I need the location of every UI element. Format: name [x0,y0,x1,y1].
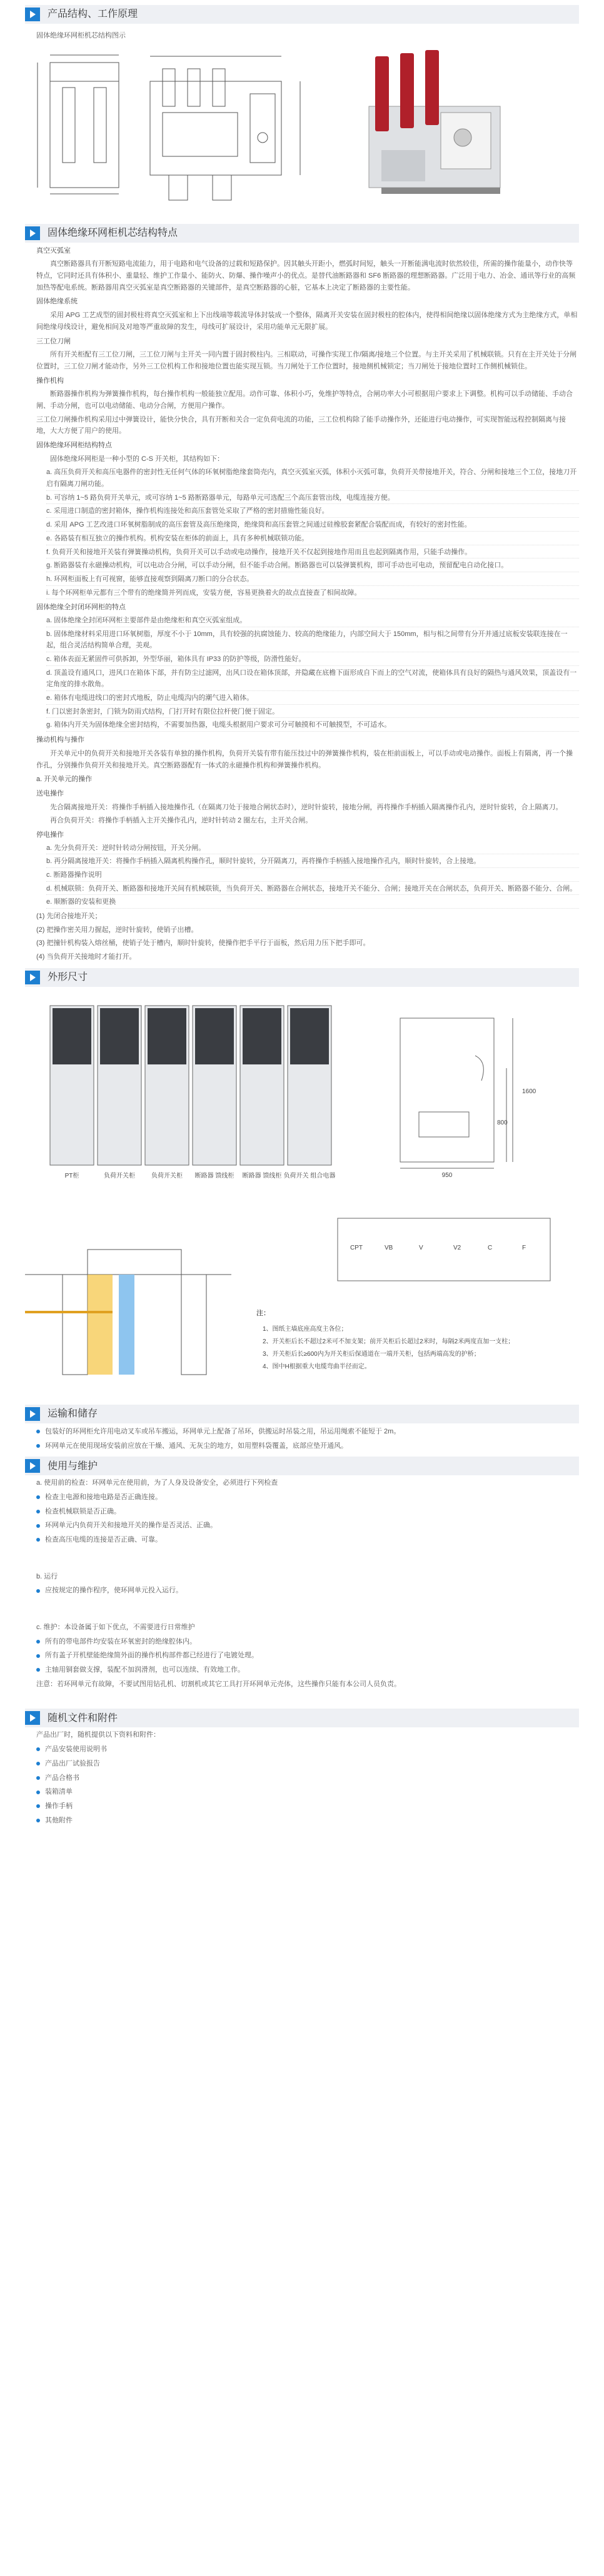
list-item [36,1772,579,1784]
list-item: a. 高压负荷开关和高压电器件的密封性无任何气体的环氧树脂绝缘套筒壳内，真空灭弧室灭弧，体积小灭弧可靠，负荷开关带接地开关，符合、分闸和接地三个工位，接地刀开启有隔离刀闸功能。 [46,467,579,490]
list-item-text: 其他附件 [45,1816,73,1824]
list-item [36,1650,579,1662]
cabinet-label: 断路器 馈线柜 [194,1172,234,1179]
panel-tag: C [488,1244,493,1251]
cabinet-label: 负荷开关柜 [104,1172,135,1179]
control-panel [148,1008,186,1064]
bullet-icon [36,1589,40,1593]
section-marker-icon [25,971,40,984]
check-title: a. 使用前的检查：环网单元在使用前，为了人身及设备安全，必须进行下列检查 [36,1479,278,1487]
foundation-figure [25,1212,579,1400]
bullet-icon [36,1791,40,1794]
list-item-text: 检查机械联锁是否正确。 [45,1507,121,1515]
list-item-text: 检查高压电缆的连接是否正确、可靠。 [45,1535,162,1543]
list-item-text: 主轴用铜套做支撑，装配不加润滑剂，也可以连续、有效地工作。 [45,1666,244,1674]
structure-intro: 固体绝缘环网柜机芯结构图示 [36,32,126,39]
cabinet-items [25,467,579,599]
full-sealed-title: 固体绝缘全封闭环网柜的特点 [36,604,126,612]
list-item [36,1636,579,1648]
section-title: 外形尺寸 [48,972,88,983]
list-item-text: 包装好的环网柜允许用电动叉车或吊车搬运，环网单元上配备了吊环，供搬运时吊装之用，吊运用绳索不能短于 2m。 [45,1427,401,1435]
list-item: g. 箱体内开关为固体绝缘全密封结构，不需要加热器，电缆头根据用户要求可分可触摸和不可触摸型，不可适水。 [46,719,579,732]
maintenance-note: 注意：若环网单元有故障，不要试图用钻孔机、切割机或其它工具打开环网单元壳体，这些操作只能有本公司人员负责。 [36,1680,401,1688]
run-title: b. 运行 [36,1572,58,1580]
note-line: 3、开关柜后长≥600内为开关柜后保通道在一端开关柜，包括两端高发的护桥； [263,1350,480,1358]
list-item-text: 操作手柄 [45,1802,73,1810]
section-marker-icon [25,8,40,21]
list-item [36,1744,579,1755]
list-item: e. 顺断器的安装和更换 [46,896,579,909]
list-item: d. 机械联锁：负荷开关、断路器和接地开关间有机械联锁，当负荷开关、断路器在合闸状态，接地开关不能分、合闸；接地开关在合闸状态，负荷开关、断路器不能分、合闸。 [46,883,579,896]
section-title: 使用与维护 [48,1460,98,1472]
list-item [36,1758,579,1770]
list-item-text: 所有盖子开机壁能绝缘简外面的操作机构部件都已经进行了电镀处理。 [45,1652,258,1660]
list-item: e. 各路装有相互独立的操作机构。机构安装在柜体的前面上，具有多种机械联锁功能。 [46,533,579,545]
interlock-text: 开关单元中的负荷开关和接地开关各装有单独的操作机构，负荷开关装有带有能压技过中的弹簧操作机构，装在柜前面板上，可以手动或电动操作。面板上有隔离，再一个操作孔，分别操作负荷开关和接地开关。真空断路器配有一体式的永磁操作机构和弹簧操作机构。 [36,749,573,769]
list-item: c. 箱体表面无紧固件可供拆卸，外型华丽，箱体具有 IP33 的防护等级，防滑性能好。 [46,654,579,666]
list-item-text: 环网单元在使用现场安装前应放在干燥、通风、无灰尘的地方，如用塑料袋覆盖，底部应垫开通风。 [45,1442,348,1450]
list-item [36,1664,579,1676]
bullet-icon [36,1747,40,1751]
list-item [36,1440,579,1452]
note-line: 4、图中H根据重大电缆弯曲半径而定。 [263,1363,371,1370]
insulation-title: 固体绝缘系统 [36,298,78,306]
list-item [36,1534,579,1546]
list-item-text: 产品安装使用说明书 [45,1745,107,1754]
list-item [36,1520,579,1532]
list-item [36,1801,579,1812]
control-panel [53,1008,91,1064]
list-item: c. 断路器操作说明 [46,869,579,882]
section-title: 固体绝缘环网柜机芯结构特点 [48,228,178,239]
feed-text: 先合隔离接地开关：将操作手柄插入接地操作孔（在隔离刀处于接地合闸状态时），逆时针旋转，接地分闸，再将操作手柄插入隔离操作孔内，逆时针旋转，合上隔离刀。 [50,803,563,811]
list-item-text: 所有的带电部件均安装在环氧密封的绝缘腔体内。 [45,1637,196,1645]
bullet-icon [36,1668,40,1672]
step: (3) 把撞针机构装入熔丝桶，使销子处于槽内，顺时针旋转，使操作把手平行于面板，然后用力压下把手即可。 [36,939,370,947]
bullet-icon [36,1819,40,1822]
panel-tag: CPT [350,1244,363,1251]
list-item [36,1585,579,1597]
dimension-inner: 800 [497,1119,508,1126]
list-item: b. 可容纳 1~5 路负荷开关单元，或可容纳 1~5 路断路器单元，每路单元可选配三个高压套管出线，电缆连接方便。 [46,492,579,505]
list-item-text: 应按规定的操作程序，使环网单元投入运行。 [45,1587,183,1595]
list-item [36,1426,579,1438]
list-item: c. 采用进口制造的密封箱体，操作机构连接处和高压套管处采取了严格的密封措施性能良好。 [46,505,579,518]
bullet-icon [36,1654,40,1658]
list-item: g. 断路器装有永磁操动机构，可以电动合分闸，可以手动分闸，但不能手动合闸。断路器也可以装弹簧机构，即可手动也可电动，预留配电自动化接口。 [46,560,579,572]
cabinet-front-figure [25,987,579,1212]
bullet-icon [36,1538,40,1542]
bullet-icon [36,1762,40,1765]
cabinet-label: PT柜 [64,1172,79,1179]
section-marker-icon [25,1407,40,1421]
control-panel [290,1008,329,1064]
list-item: e. 箱体有电缆进线口的密封式地板，防止电缆沟内的潮气进入箱体。 [46,692,579,705]
section-docs-header [25,1709,579,1727]
section-features-header [25,224,579,243]
list-item: h. 环网柜面板上有可视窗，能够直接观察到隔离刀断口的分合状态。 [46,573,579,586]
list-item: d. 顶盖设有通风口，进风口在箱体下部，并有防尘过滤网，出风口设在箱体顶部，并隐藏在底檐下面形成自下而上的空气对流，使箱体具有良好的隔热与通风效果，顶盖设有一定角度的排水散角。 [46,667,579,691]
three-position-text: 所有开关柜配有三工位刀闸，三工位刀闸与主开关一同内置于固封极柱内。三相联动，可操作实现工作/隔离/接地三个位置。与主开关采用了机械联锁。只有在主开关处于分闸位置时，三工位刀闸才能动作，另外三工位机构工作和接地位置也能实现互锁。当刀闸处于工作位置时，接地侧机械锁定；当刀闸处于接地位置时工作侧机械锁住。 [36,351,577,370]
section-title: 产品结构、工作原理 [48,9,138,20]
section-marker-icon [25,1459,40,1473]
panel-tag: V2 [453,1244,461,1251]
list-item-text: 环网单元内负荷开关和接地开关的操作是否灵活、正确。 [45,1522,217,1530]
bullet-icon [36,1640,40,1644]
core-structure-figure [25,44,579,219]
bullet-icon [36,1510,40,1513]
list-item: f. 门以密封条密封，门锁为防雨式结构，门打开时有限位拉杆使门便于固定。 [46,706,579,719]
mechanism-text: 断路器操作机构为弹簧操作机构，每台操作机构一般能独立配用。动作可靠、体积小巧，免维护等特点，合闸功率大小可根据用户要求上下调整。机构可以手动储能、手动合闸、手动分闸，也可以电动储能、电动分合闸，方便用户操作。 [36,390,573,410]
control-panel [100,1008,139,1064]
mechanism-title: 操作机构 [36,376,64,385]
feed-title: 送电操作 [36,789,64,797]
insulation-text: 采用 APG 工艺成型的固封极柱将真空灭弧室和上下出线端等载流导体封装成一个整体，隔离开关安装在固封极柱的腔体内，使得相间绝缘以固体绝缘方式为主绝缘方式，单相间绝缘母线设计，避免相间及对地等严重故障的发生，母线可扩展设计，采用功能单元无限扩展。 [36,311,578,331]
panel-tag: VB [385,1244,393,1251]
section-marker-icon [25,1711,40,1725]
maintenance-title: c. 维护：本设备属于如下优点，不需要进行日常维护 [36,1624,195,1631]
list-item: a. 固体绝缘全封闭环网柜主要部件是由绝缘柜和真空灭弧室组成。 [46,615,579,627]
section-title: 运输和储存 [48,1408,98,1420]
list-item [36,1786,579,1798]
section-usage-header [25,1457,579,1475]
list-item: a. 先分负荷开关：逆时针转动分闸按钮，开关分闸。 [46,842,579,855]
list-item: b. 固体绝缘材料采用进口环氧树脂，厚度不小于 10mm，具有较强的抗腐蚀能力、较高的绝缘能力，内部空间大于 150mm，相与相之间带有分开并通过底板安装联连接在一起，组合灵活结构简单合理，美观。 [46,629,579,652]
operation-title: a. 开关单元的操作 [36,775,93,784]
list-item-text: 产品合格书 [45,1774,79,1782]
interlock-title: 操动机构与操作 [36,736,84,744]
list-item [36,1815,579,1827]
stop-title: 停电操作 [36,831,64,839]
step: (2) 把操作密关用力握起，逆时针旋转，使销子出槽。 [36,926,198,934]
section-structure-header [25,5,579,24]
panel-tag: V [419,1244,423,1251]
control-panel [195,1008,234,1064]
full-sealed-items [25,615,579,732]
dimension-height: 1600 [522,1088,536,1095]
list-item-text: 检查主电源和接地电路是否正确连接。 [45,1493,162,1501]
cabinet-label: 负荷开关柜 [151,1172,183,1179]
vacuum-title: 真空灭弧室 [36,246,71,255]
panel-tag: F [522,1244,526,1251]
three-position-title: 三工位刀闸 [36,337,71,345]
section-dimensions-header [25,968,579,987]
section-marker-icon [25,226,40,240]
bullet-icon [36,1776,40,1780]
cabinet-intro: 固体绝缘环网柜是一种小型的 C-S 开关柜，其结构如下： [50,455,224,463]
list-item [36,1492,579,1503]
cabinet-label: 负荷开关 组合电器 [283,1172,336,1179]
note-line: 1、图纸主墙底座高度主各位； [263,1325,348,1333]
section-title: 随机文件和附件 [48,1712,118,1724]
docs-intro: 产品出厂时，随机提供以下资料和附件： [36,1731,160,1739]
notes-title: 注： [256,1309,270,1317]
bullet-icon [36,1524,40,1528]
bullet-icon [36,1430,40,1433]
feed-text: 再合负荷开关：将操作手柄插入主开关操作孔内，逆时针转动 2 圈左右，主开关合闸。 [50,817,313,825]
cabinet-label: 断路器 馈线柜 [242,1172,282,1179]
list-item-text: 装箱清单 [45,1788,73,1796]
list-item: f. 负荷开关和接地开关装有弹簧操动机构，负荷开关可以手动或电动操作，接地开关不仅起到接地作用而且也起到隔离作用，只能手动操作。 [46,547,579,559]
bullet-icon [36,1804,40,1808]
list-item-text: 产品出厂试验报告 [45,1759,100,1767]
mechanism-text: 三工位刀闸操作机构采用过中弹簧设计，能快分快合，具有开断和关合一定负荷电流的功能，三工位机构除了能手动操作外，还能进行电动操作，可实现智能远程控制隔离与接地，大大方便了用户的使用。 [36,415,566,435]
step: (1) 先闭合接地开关； [36,912,102,921]
section-transport-header [25,1405,579,1423]
dimension-width: 950 [441,1171,453,1179]
list-item [36,1506,579,1518]
vacuum-text: 真空断路器具有开断短路电流能力，用于电路和电气设备的过载和短路保护。因其触头开距小，燃弧时间短，触头一开断能满电流时依然较佳，所需的操作能量小，动作快等特点，它同时还具有体积小、重量轻、维护工作量小、能防火、防爆、操作噪声小的优点。是替代油断路器和 SF6 断路器的理想断路器。广泛用于电力、冶金、通讯等行业的高频加热等配电系统。断路器用真空灭弧室是真空断路器的关键部件，是真空断路器的心脏，它基本上决定了断路器的主要性能。 [36,260,576,291]
cabinet-title: 固体绝缘环网柜结构特点 [36,442,112,449]
bullet-icon [36,1495,40,1499]
bullet-icon [36,1444,40,1448]
note-line: 2、开关柜后长不超过2米可不加支架；前开关柜后长超过2米时，每隔2米两度直加一支柱； [263,1338,515,1345]
step: (4) 当负荷开关接地时才能打开。 [36,953,136,961]
list-item: b. 再分隔离接地开关：将操作手柄插入隔离机构操作孔，顺时针旋转，分开隔离刀，再将操作手柄插入接地操作孔内，顺时针旋转，合上接地。 [46,856,579,868]
list-item: d. 采用 APG 工艺改进口环氧树脂制成的高压套管及高压绝缘筒，绝缘筒和高压套管之间通过硅橡胶套紧配合装配而成，有较好的密封性能。 [46,519,579,532]
control-panel [243,1008,281,1064]
list-item: i. 每个环网柜单元都有三个带有的绝缘简并列而成，安装方便，容易更换着火的故点直接查了相间故障。 [46,587,579,600]
